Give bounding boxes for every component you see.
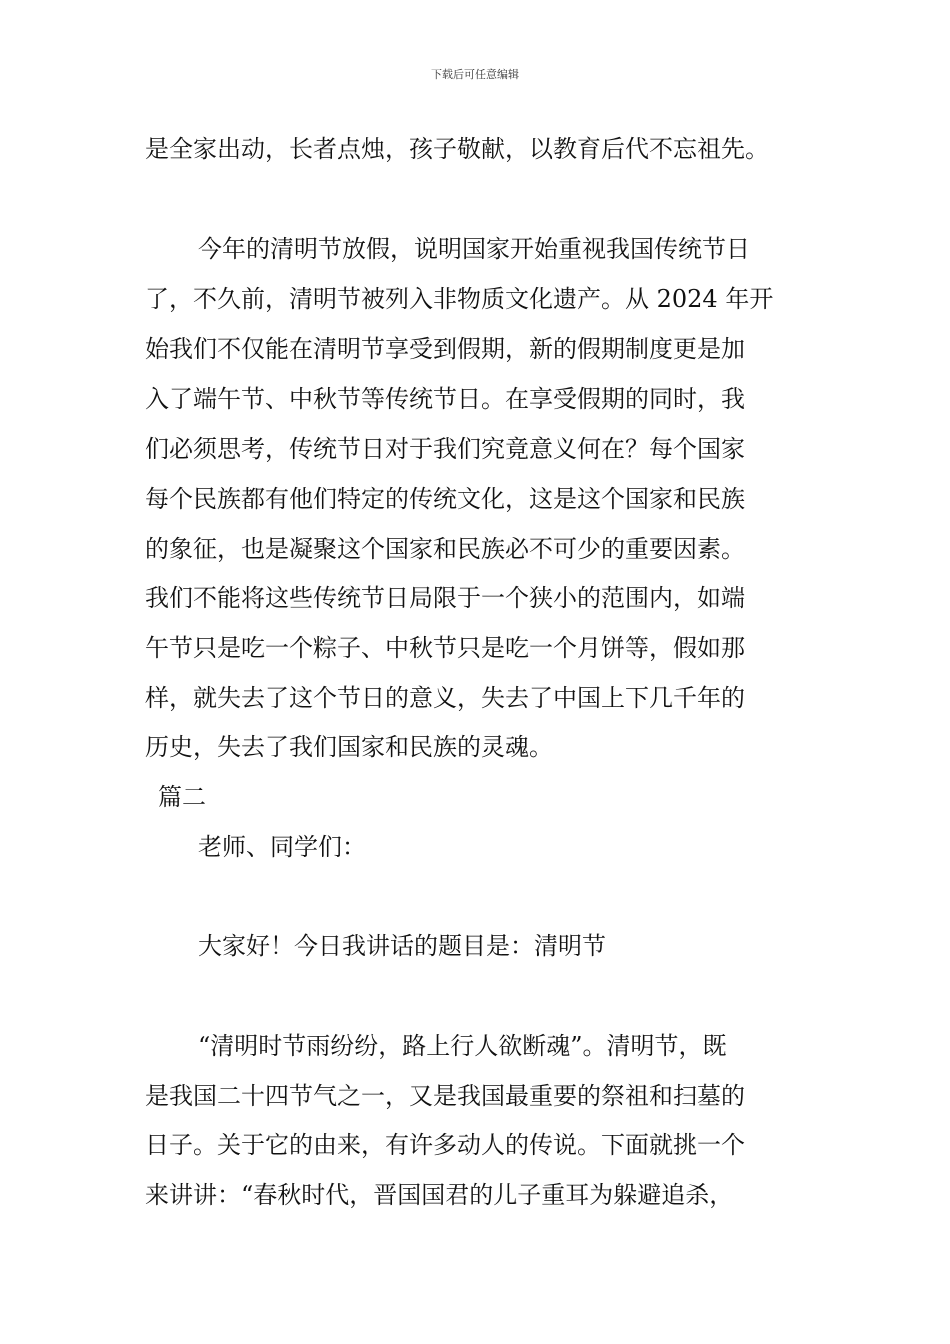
paragraph-line: 午节只是吃一个粽子、中秋节只是吃一个月饼等，假如那 [145,634,745,662]
paragraph-line: 入了端午节、中秋节等传统节日。在享受假期的同时，我 [145,385,745,413]
paragraph-line: 每个民族都有他们特定的传统文化，这是这个国家和民族 [145,485,745,513]
paragraph-line: 是我国二十四节气之一，又是我国最重要的祭祖和扫墓的 [145,1082,745,1110]
paragraph-line: 今年的清明节放假，说明国家开始重视我国传统节日 [198,235,750,263]
paragraph-line: 们必须思考，传统节日对于我们究竟意义何在？每个国家 [145,435,745,463]
paragraph-line: 来讲讲：“春秋时代，晋国国君的儿子重耳为躲避追杀， [145,1181,734,1209]
page-header: 下载后可任意编辑 [431,68,519,81]
paragraph-line: 样，就失去了这个节日的意义，失去了中国上下几千年的 [145,684,745,712]
paragraph-line: 历史，失去了我们国家和民族的灵魂。 [145,733,553,761]
paragraph-line: 我们不能将这些传统节日局限于一个狭小的范围内，如端 [145,584,745,612]
paragraph-line: “清明时节雨纷纷，路上行人欲断魂”。清明节，既 [198,1032,727,1060]
section-heading: 篇二 [158,783,206,811]
paragraph-line: 是全家出动，长者点烛，孩子敬献，以教育后代不忘祖先。 [145,135,769,163]
intro-line: 大家好！今日我讲话的题目是：清明节 [198,932,606,960]
paragraph-line: 始我们不仅能在清明节享受到假期，新的假期制度更是加 [145,335,745,363]
greeting-line: 老师、同学们： [198,833,366,861]
paragraph-line: 的象征，也是凝聚这个国家和民族必不可少的重要因素。 [145,535,745,563]
paragraph-line: 日子。关于它的由来，有许多动人的传说。下面就挑一个 [145,1131,745,1159]
paragraph-line: 了，不久前，清明节被列入非物质文化遗产。从 2024 年开 [145,285,774,313]
